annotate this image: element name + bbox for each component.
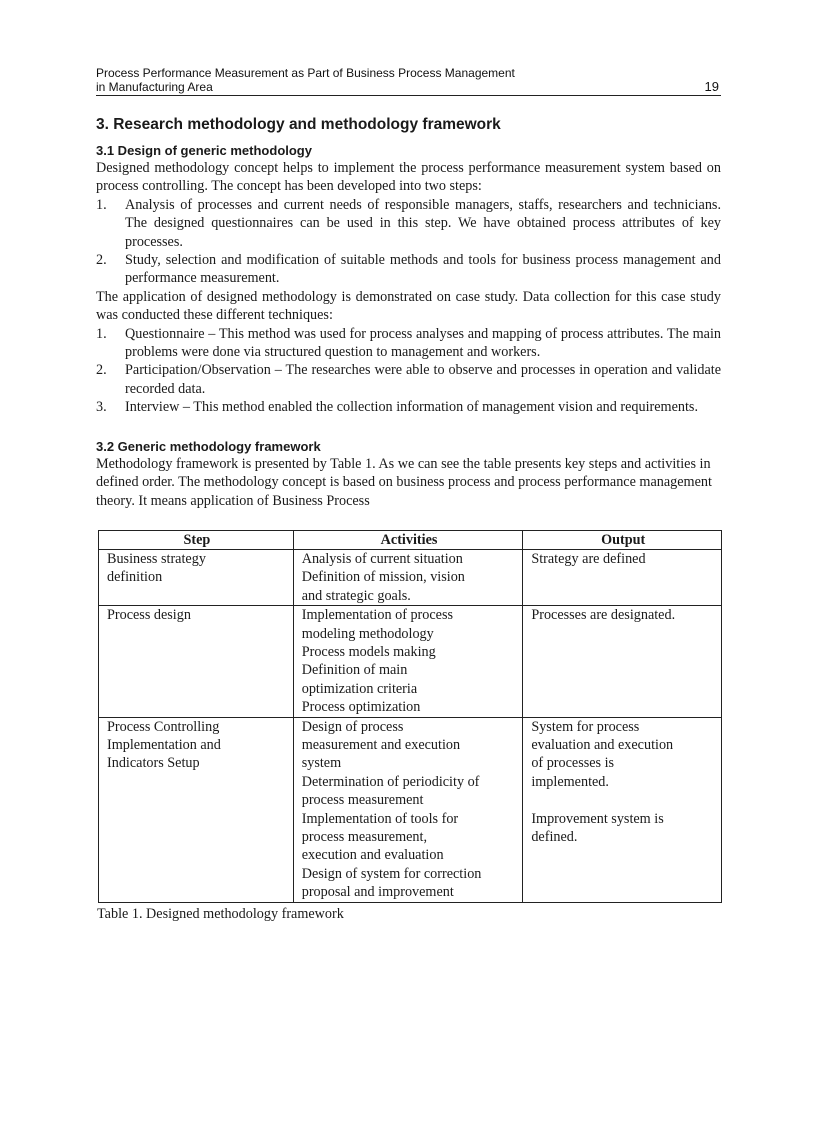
subsection-title-3-2: 3.2 Generic methodology framework <box>96 438 321 454</box>
cell-line: Process models making <box>301 643 436 660</box>
page <box>96 66 721 923</box>
cell-line: measurement and execution <box>301 736 461 753</box>
column-header-step: Step <box>99 530 294 549</box>
cell-activities <box>293 717 523 902</box>
cell-line: process measurement <box>301 792 424 809</box>
cell-line: evaluation and execution <box>531 736 674 753</box>
cell-line: Business strategy <box>107 550 206 567</box>
table-row <box>99 717 722 902</box>
cell-line: Design of process <box>301 718 404 735</box>
cell-line: of processes is <box>531 755 615 772</box>
section-title: 3. Research methodology and methodology framework <box>96 116 501 133</box>
steps-list <box>96 196 721 288</box>
list-number: 3. <box>96 399 107 416</box>
list-text: Interview – This method enabled the collection information of management vision and requirements. <box>125 399 698 416</box>
cell-line: Indicators Setup <box>107 755 200 772</box>
column-header-output: Output <box>523 530 722 549</box>
list-item <box>96 398 721 416</box>
cell-output <box>523 549 722 605</box>
cell-output <box>523 606 722 717</box>
list-item <box>96 325 721 362</box>
cell-line: Determination of periodicity of <box>301 773 480 790</box>
cell-line: Improvement system is <box>531 810 664 827</box>
cell-line: Process design <box>107 607 191 624</box>
paragraph-data-collection: The application of designed methodology is demonstrated on case study. Data collection for this case study was conducted these different techniques: <box>96 288 721 324</box>
methodology-table <box>98 530 722 903</box>
cell-line: Design of system for correction <box>301 865 482 882</box>
list-text: Study, selection and modification of suitable methods and tools for business process management and performance measurement. <box>125 252 721 287</box>
paragraph-framework: Methodology framework is presented by Table 1. As we can see the table presents key steps and activities in defined order. The methodology concept is based on business process and process performance management theory. It means application of Business Process <box>96 455 712 509</box>
list-text: Analysis of processes and current needs of responsible managers, staffs, researchers and technicians. The designed questionnaires can be used in this step. We have obtained process attributes of key processes. <box>125 196 721 250</box>
cell-line: Definition of main <box>301 662 408 679</box>
list-item <box>96 361 721 398</box>
cell-line: implemented. <box>531 773 609 790</box>
running-header-line1: Process Performance Measurement as Part of Business Process Management <box>96 66 515 80</box>
paragraph-intro: Designed methodology concept helps to implement the process performance measurement system based on process controlling. The concept has been developed into two steps: <box>96 160 721 195</box>
cell-line: system <box>301 755 342 772</box>
cell-line: modeling methodology <box>301 625 434 642</box>
running-header-line2: in Manufacturing Area <box>96 80 213 94</box>
page-number: 19 <box>704 79 719 94</box>
cell-line: defined. <box>531 828 578 845</box>
cell-activities <box>293 549 523 605</box>
cell-line: Analysis of current situation <box>301 550 463 567</box>
table-row <box>99 606 722 717</box>
cell-line: Implementation and <box>107 736 221 753</box>
cell-line: Strategy are defined <box>531 550 646 567</box>
list-number: 2. <box>96 252 107 269</box>
cell-line: Implementation of process <box>301 607 454 624</box>
table-row <box>99 549 722 605</box>
cell-step <box>99 549 294 605</box>
cell-line: System for process <box>531 718 640 735</box>
list-item <box>96 196 721 251</box>
subsection-title-3-1: 3.1 Design of generic methodology <box>96 143 312 158</box>
techniques-list <box>96 325 721 417</box>
list-number: 1. <box>96 325 107 342</box>
cell-line: definition <box>107 569 163 586</box>
cell-line: Process optimization <box>301 699 421 716</box>
cell-step <box>99 606 294 717</box>
list-text: Participation/Observation – The researches were able to observe and processes in operation and validate recorded data. <box>125 362 721 397</box>
cell-line <box>531 791 715 809</box>
cell-line: execution and evaluation <box>301 847 444 864</box>
cell-line: process measurement, <box>301 829 427 845</box>
list-item <box>96 251 721 288</box>
cell-line: Process Controlling <box>107 718 220 735</box>
cell-line: Implementation of tools for <box>301 810 459 827</box>
cell-line: proposal and improvement <box>301 884 454 901</box>
cell-line: optimization criteria <box>301 680 418 697</box>
cell-output <box>523 717 722 902</box>
column-header-activities: Activities <box>293 530 523 549</box>
cell-line: Definition of mission, vision <box>301 569 465 586</box>
table-header-row <box>99 530 722 549</box>
cell-activities <box>293 606 523 717</box>
table-caption: Table 1. Designed methodology framework <box>97 905 344 922</box>
list-number: 2. <box>96 362 107 379</box>
list-number: 1. <box>96 196 107 213</box>
cell-step <box>99 717 294 902</box>
cell-line: Processes are designated. <box>531 607 676 624</box>
running-header <box>96 66 721 96</box>
list-text: Questionnaire – This method was used for process analyses and mapping of process attributes. The main problems were done via structured question to management and workers. <box>125 325 721 361</box>
cell-line: and strategic goals. <box>301 587 411 604</box>
